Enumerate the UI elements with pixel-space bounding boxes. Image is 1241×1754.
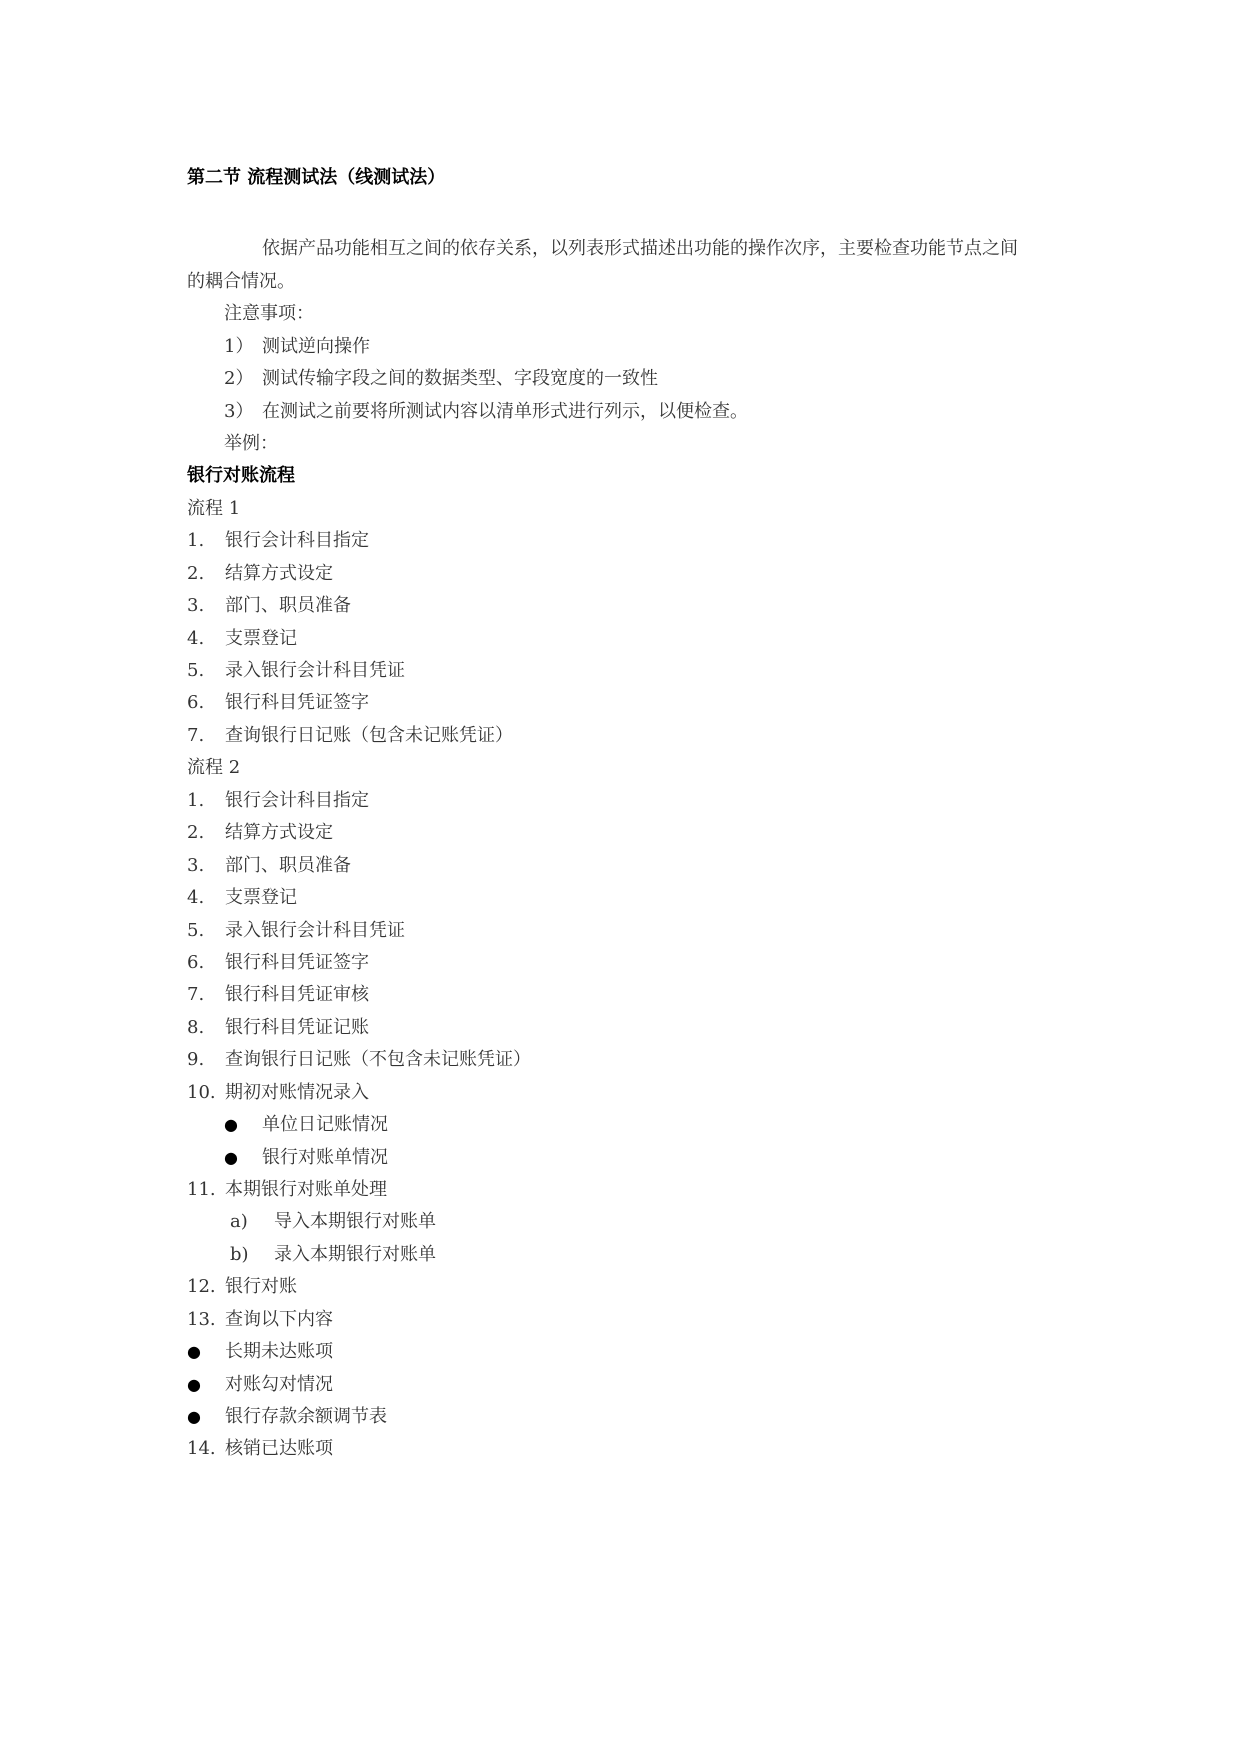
flow1-item: 4. 支票登记: [187, 628, 297, 649]
flow2-item: 2. 结算方式设定: [187, 822, 333, 843]
intro-line-2: 的耦合情况。: [187, 271, 295, 292]
bullet-icon: ●: [224, 1148, 238, 1167]
flow2-item: 3. 部门、职员准备: [187, 855, 351, 876]
flow2-item: 1. 银行会计科目指定: [187, 790, 369, 811]
note-item: 2） 测试传输字段之间的数据类型、字段宽度的一致性: [224, 368, 658, 389]
sub-item: b) 录入本期银行对账单: [230, 1244, 436, 1265]
flow1-item: 1. 银行会计科目指定: [187, 530, 369, 551]
flow2-item: 11. 本期银行对账单处理: [187, 1179, 387, 1200]
bullet-item: ● 对账勾对情况: [187, 1374, 333, 1395]
flow2-item: 10. 期初对账情况录入: [187, 1082, 369, 1103]
flow1-item: 7. 查询银行日记账（包含未记账凭证）: [187, 725, 513, 746]
bullet-item: ● 单位日记账情况: [224, 1114, 388, 1135]
bullet-icon: ●: [224, 1115, 238, 1134]
flow2-item: 9. 查询银行日记账（不包含未记账凭证）: [187, 1049, 531, 1070]
intro-line-1: 依据产品功能相互之间的依存关系，以列表形式描述出功能的操作次序，主要检查功能节点之间: [262, 238, 1018, 259]
note-item: 3） 在测试之前要将所测试内容以清单形式进行列示，以便检查。: [224, 401, 748, 422]
section-title: 银行对账流程: [187, 465, 295, 486]
flow2-item: 12. 银行对账: [187, 1276, 297, 1297]
flow1-label: 流程 1: [187, 498, 241, 519]
flow2-item: 7. 银行科目凭证审核: [187, 984, 369, 1005]
notes-heading: 注意事项：: [224, 303, 314, 324]
flow1-item: 3. 部门、职员准备: [187, 595, 351, 616]
flow1-item: 6. 银行科目凭证签字: [187, 692, 369, 713]
flow1-item: 2. 结算方式设定: [187, 563, 333, 584]
flow2-item: 6. 银行科目凭证签字: [187, 952, 369, 973]
bullet-item: ● 银行存款余额调节表: [187, 1406, 387, 1427]
flow2-label: 流程 2: [187, 757, 241, 778]
bullet-icon: ●: [187, 1342, 201, 1361]
sub-item: a) 导入本期银行对账单: [230, 1211, 436, 1232]
example-label: 举例：: [224, 433, 278, 454]
flow2-item: 8. 银行科目凭证记账: [187, 1017, 369, 1038]
bullet-item: ● 长期未达账项: [187, 1341, 333, 1362]
note-item: 1） 测试逆向操作: [224, 336, 370, 357]
bullet-icon: ●: [187, 1375, 201, 1394]
flow2-item: 5. 录入银行会计科目凭证: [187, 920, 405, 941]
page-title: 第二节 流程测试法（线测试法）: [187, 167, 446, 188]
flow1-item: 5. 录入银行会计科目凭证: [187, 660, 405, 681]
bullet-item: ● 银行对账单情况: [224, 1147, 388, 1168]
flow2-item: 13. 查询以下内容: [187, 1309, 333, 1330]
flow2-item: 4. 支票登记: [187, 887, 297, 908]
flow2-item: 14. 核销已达账项: [187, 1438, 333, 1459]
bullet-icon: ●: [187, 1407, 201, 1426]
